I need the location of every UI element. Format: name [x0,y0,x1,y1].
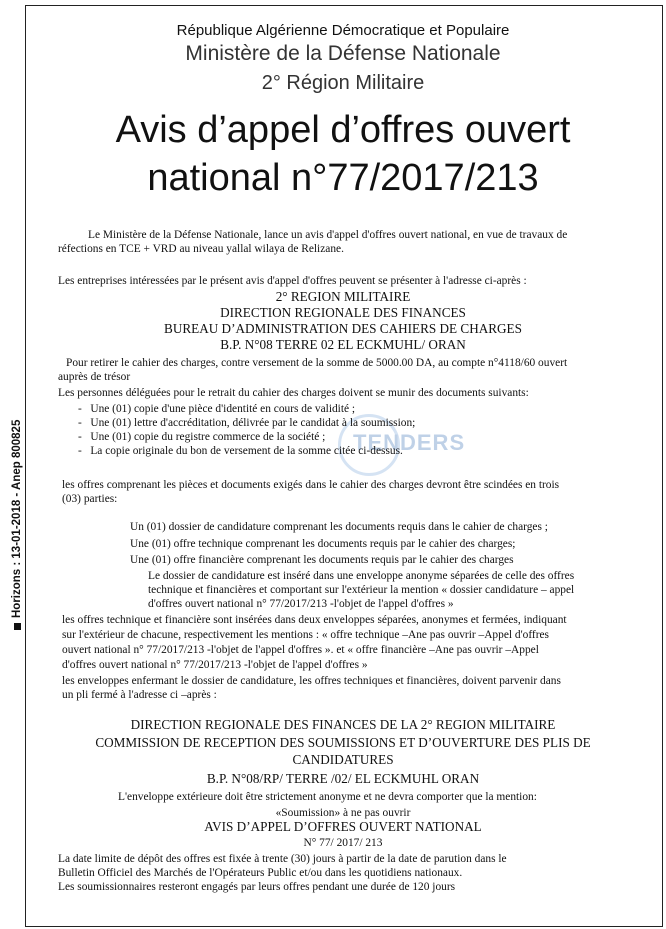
square-bullet-icon [14,623,21,630]
notice-heading: AVIS D’APPEL D’OFFRES OUVERT NATIONAL [204,819,482,834]
republic-line: République Algérienne Démocratique et Populaire [176,22,510,39]
delivery-line1: les enveloppes enfermant le dossier de candidature, les offres techniques et financières, doivent parvenir dans [62,675,561,687]
do-not-open-line: «Soumission» à ne pas ouvrir [275,807,411,819]
reception-candidatures: CANDIDATURES [292,752,394,767]
region-line: 2° Région Militaire [261,72,425,94]
candidacy-line1: Le dossier de candidature est inséré dans une enveloppe anonyme séparées de celle des offres [148,570,575,582]
envelopes-line2: sur l'extérieur de chacune, respectivement les mentions : « offre technique –Ane pas ouvrir –Appel d'offres [62,629,549,641]
address-bp: B.P. N°08 TERRE 02 EL ECKMUHL/ ORAN [220,337,466,352]
intro-line1: Le Ministère de la Défense Nationale, lance un avis d'appel d'offres ouvert national, en vue de travaux de [88,229,568,241]
part-item: Un (01) dossier de candidature comprenant les documents requis dans le cahier de charges ; [130,521,548,533]
doc-item-text: Une (01) copie du registre commerce de la société ; [90,431,326,443]
doc-item-text: La copie originale du bon de versement de la somme citée ci-dessus. [90,445,403,457]
doc-item: - Une (01) lettre d'accréditation, délivrée par le candidat à la soumission; [78,417,416,429]
notice-title-line1: Avis d’appel d’offres ouvert [115,109,571,151]
watermark-text: TENDERS [353,430,466,455]
deadline-line3: Les soumissionnaires resteront engagés par leurs offres pendant une durée de 120 jours [58,881,456,893]
offers-line2: (03) parties: [62,493,118,505]
side-caption-text: Horizons : 13-01-2018 - Anep 800825 [11,419,23,618]
delegates-line: Les personnes déléguées pour le retrait du cahier des charges doivent se munir des documents suivants: [58,387,529,399]
address-bureau: BUREAU D’ADMINISTRATION DES CAHIERS DE CHARGES [164,321,522,336]
notice-title [25,106,661,202]
part-item: Une (01) offre technique comprenant les documents requis par le cahier des charges; [130,538,516,550]
reception-bp: B.P. N°08/RP/ TERRE /02/ EL ECKMUHL ORAN [206,771,480,786]
doc-item: - Une (01) copie du registre commerce de la société ; [78,431,326,443]
envelopes-line1: les offres technique et financière sont insérées dans deux enveloppes séparées, anonymes et fermées, indiquant [62,614,567,626]
deadline-line1: La date limite de dépôt des offres est fixée à trente (30) jours à partir de la date de parution dans le [58,853,507,865]
doc-item: - Une (01) copie d'une pièce d'identité en cours de validité ; [78,403,356,415]
offers-line1: les offres comprenant les pièces et documents exigés dans le cahier des charges devront être scindées en trois [62,479,560,491]
withdraw-line2: auprès de trésor [58,371,131,383]
ministry-line: Ministère de la Défense Nationale [185,42,501,65]
candidacy-line3: d'offres ouvert national n° 77/2017/213 -l'objet de l'appel d'offres » [148,598,454,610]
part-item: Une (01) offre financière comprenant les documents requis par le cahier des charges [130,554,514,566]
candidacy-line2: technique et financières et comportant sur l'extérieur la mention « dossier candidature – appel [148,584,575,596]
enterprises-line: Les entreprises intéressées par le présent avis d'appel d'offres peuvent se présenter à l'adresse ci-après : [58,275,527,287]
address-region: 2° REGION MILITAIRE [275,289,411,304]
notice-title-line2: national n°77/2017/213 [147,157,539,199]
delivery-line2: un pli fermé à l'adresse ci –après : [62,689,217,701]
notice-number: N° 77/ 2017/ 213 [303,837,383,849]
outer-envelope-line: L'enveloppe extérieure doit être strictement anonyme et ne devra comporter que la mention: [118,791,537,803]
doc-item: - La copie originale du bon de versement de la somme citée ci-dessus. [78,445,403,457]
deadline-line2: Bulletin Officiel des Marchés de l'Opérateurs Public et/ou dans les quotidiens nationaux. [58,867,463,879]
reception-commission: COMMISSION DE RECEPTION DES SOUMISSIONS ET D’OUVERTURE DES PLIS DE [95,735,591,750]
withdraw-line1: Pour retirer le cahier des charges, contre versement de la somme de 5000.00 DA, au compte n°4118/60 ouvert [66,357,568,369]
doc-item-text: Une (01) lettre d'accréditation, délivrée par le candidat à la soumission; [90,417,416,429]
address-direction: DIRECTION REGIONALE DES FINANCES [220,305,466,320]
envelopes-line4: d'offres ouvert national n° 77/2017/213 -l'objet de l'appel d'offres » [62,659,368,671]
envelopes-line3: ouvert national n° 77/2017/213 -l'objet de l'appel d'offres ». et « offre financière –Ane pas ouvrir –Appel [62,644,539,656]
doc-item-text: Une (01) copie d'une pièce d'identité en cours de validité ; [90,403,356,415]
reception-direction: DIRECTION REGIONALE DES FINANCES DE LA 2° REGION MILITAIRE [130,717,556,732]
intro-line2: réfections en TCE + VRD au niveau yallal wilaya de Relizane. [58,243,344,255]
side-caption [0,300,22,640]
